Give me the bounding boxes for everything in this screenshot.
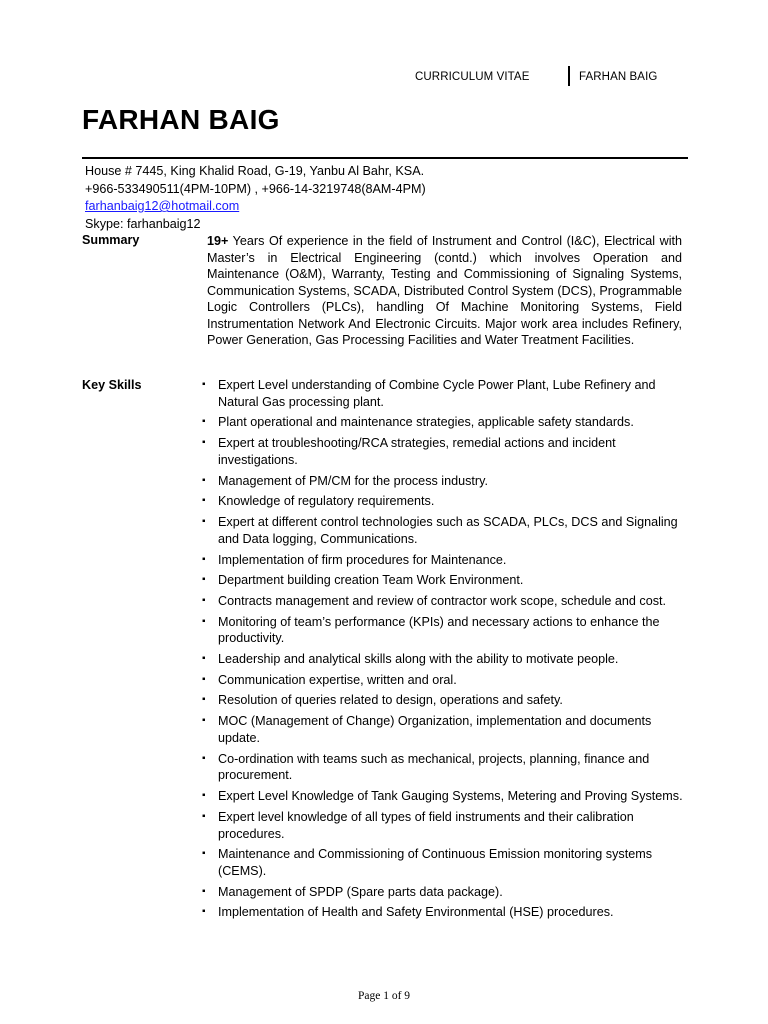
skill-text: MOC (Management of Change) Organization, implementation and documents update. [218, 714, 652, 745]
skill-item [200, 751, 690, 785]
skill-text: Department building creation Team Work Environment. [218, 573, 524, 588]
contact-skype: Skype: farhanbaig12 [85, 216, 201, 231]
skill-text: Contracts management and review of contractor work scope, schedule and cost. [218, 593, 667, 608]
name-divider [82, 157, 688, 159]
skill-item [200, 414, 690, 431]
bullet-icon: ▪ [202, 848, 206, 860]
contact-phones: +966-533490511(4PM-10PM) , +966-14-3219748(8AM-4PM) [85, 181, 426, 196]
bullet-icon: ▪ [202, 379, 206, 390]
skill-text: Expert at troubleshooting/RCA strategies, remedial actions and incident investigations. [218, 436, 616, 467]
skill-item [200, 672, 690, 689]
page-number: Page 1 of 9 [357, 990, 411, 1002]
skill-item [200, 377, 690, 411]
skill-item [200, 435, 690, 469]
skill-item [200, 473, 690, 490]
summary-body: Years Of experience in the field of Instrument and Control (I&C), Electrical with Master’s in Electrical Engineering (contd.) which involves Operation and Maintenance (O&M), Warranty, Testing and Commissioning of Signaling Systems, Communication Systems, SCADA, Distributed Control System (DCS), Programmable Logic Controllers (PLCs), handling Of Machine Monitoring Systems, Field Instrumentation Network And Electronic Circuits. Major work area includes Refinery, Power Generation, Gas Processing Facilities and Water Treatment Facilities. [207, 234, 682, 347]
key-skills-list [200, 377, 690, 925]
skill-item [200, 572, 690, 589]
skill-text: Co-ordination with teams such as mechanical, projects, planning, finance and procurement. [218, 751, 650, 783]
bullet-icon: ▪ [202, 715, 206, 727]
skill-text: Implementation of firm procedures for Maintenance. [218, 552, 507, 567]
skill-text: Communication expertise, written and oral. [218, 672, 457, 687]
skill-text: Plant operational and maintenance strategies, applicable safety standards. [218, 415, 634, 430]
bullet-icon: ▪ [202, 495, 206, 507]
bullet-icon: ▪ [202, 885, 206, 897]
bullet-icon: ▪ [202, 594, 206, 606]
bullet-icon: ▪ [202, 553, 206, 565]
skill-text: Monitoring of team’s performance (KPIs) and necessary actions to enhance the productivity. [218, 614, 660, 646]
summary-heading: Summary [82, 233, 140, 247]
skill-item [200, 493, 690, 510]
skill-text: Management of PM/CM for the process industry. [218, 473, 488, 488]
summary-text [207, 233, 682, 349]
contact-address: House # 7445, King Khalid Road, G-19, Yanbu Al Bahr, KSA. [85, 164, 425, 178]
skill-text: Leadership and analytical skills along with the ability to motivate people. [218, 652, 619, 667]
bullet-icon: ▪ [202, 790, 206, 802]
candidate-name: FARHAN BAIG [82, 104, 280, 135]
skill-item [200, 713, 690, 747]
skill-item [200, 904, 690, 921]
skill-text: Expert Level understanding of Combine Cycle Power Plant, Lube Refinery and Natural Gas processing plant. [218, 378, 656, 409]
contact-block [85, 163, 426, 233]
skill-item [200, 846, 690, 880]
skill-item [200, 593, 690, 610]
skill-text: Maintenance and Commissioning of Continuous Emission monitoring systems (CEMS). [218, 847, 652, 879]
skill-text: Management of SPDP (Spare parts data package). [218, 884, 503, 899]
header-separator [568, 66, 570, 86]
summary-years-highlight: 19+ [207, 234, 229, 248]
header-author-name: FARHAN BAIG [579, 71, 658, 83]
key-skills-heading: Key Skills [82, 378, 142, 392]
bullet-icon: ▪ [202, 474, 206, 486]
skill-item [200, 788, 690, 805]
skill-text: Implementation of Health and Safety Environmental (HSE) procedures. [218, 905, 614, 920]
skill-item [200, 614, 690, 648]
skill-text: Expert at different control technologies such as SCADA, PLCs, DCS and Signaling and Data logging, Communications. [218, 515, 678, 546]
skill-item [200, 692, 690, 709]
bullet-icon: ▪ [202, 673, 206, 685]
skill-text: Knowledge of regulatory requirements. [218, 494, 435, 509]
contact-email-link[interactable]: farhanbaig12@hotmail.com [85, 199, 240, 213]
bullet-icon: ▪ [202, 516, 206, 528]
skill-text: Expert level knowledge of all types of field instruments and their calibration procedures. [218, 809, 634, 841]
skill-item [200, 809, 690, 843]
bullet-icon: ▪ [202, 906, 206, 918]
skill-item [200, 552, 690, 569]
running-header [0, 66, 768, 90]
bullet-icon: ▪ [202, 574, 206, 586]
skill-text: Resolution of queries related to design, operations and safety. [218, 693, 563, 708]
skill-item [200, 884, 690, 901]
header-document-type: CURRICULUM VITAE [415, 71, 530, 83]
bullet-icon: ▪ [202, 810, 206, 822]
bullet-icon: ▪ [202, 615, 206, 627]
skill-item [200, 651, 690, 668]
bullet-icon: ▪ [202, 653, 206, 665]
bullet-icon: ▪ [202, 437, 206, 449]
bullet-icon: ▪ [202, 416, 206, 428]
bullet-icon: ▪ [202, 752, 206, 764]
skill-item [200, 514, 690, 548]
skill-text: Expert Level Knowledge of Tank Gauging Systems, Metering and Proving Systems. [218, 789, 683, 804]
bullet-icon: ▪ [202, 694, 206, 706]
